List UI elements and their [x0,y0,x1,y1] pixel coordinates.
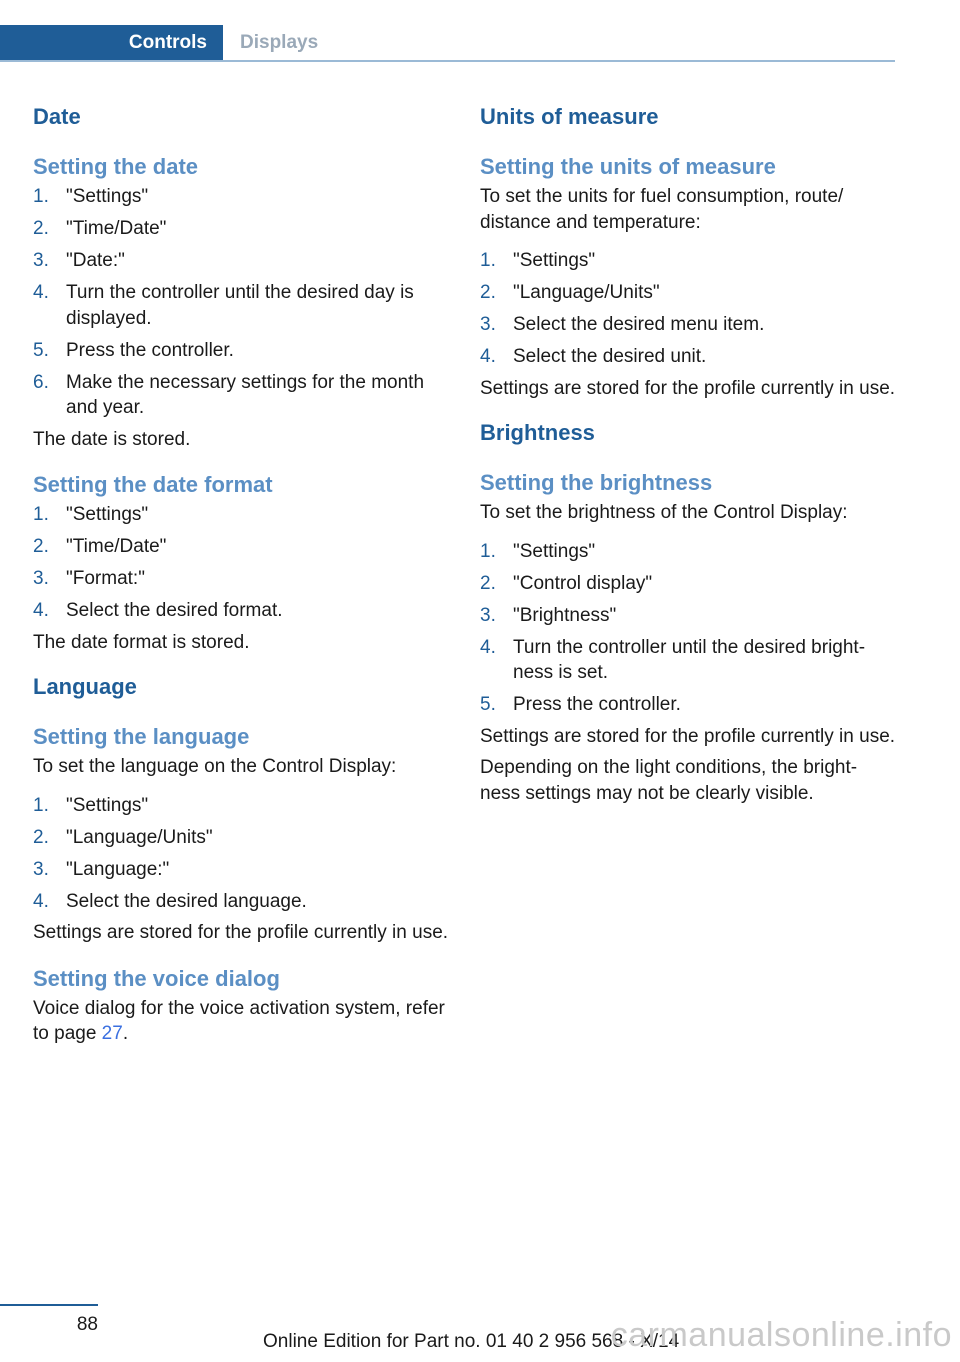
section-heading-brightness: Brightness [480,420,595,445]
page-reference-link[interactable]: 27 [101,1023,123,1044]
language-stored-text: Settings are stored for the profile currently in use. [33,922,449,943]
brightness-intro-text: To set the brightness of the Control Display: [480,502,848,523]
list-item: 2. "Time/Date" [33,536,167,557]
list-item: 3. "Brightness" [480,604,617,626]
steps-brightness [480,539,898,718]
list-item: 4. Select the desired language. [33,890,307,912]
list-item: 3. "Language:" [33,858,170,880]
list-item: 3. Select the desired menu item. [480,314,765,335]
subheading-date-format: Setting the date format [33,472,273,497]
brightness-stored-text: Settings are stored for the profile currently in use. [480,725,896,747]
list-item: 2. "Time/Date" [33,218,167,239]
list-item: 4. Select the desired unit. [480,346,707,367]
language-intro-text: To set the language on the Control Display: [33,756,397,777]
steps-language [33,793,451,915]
date-stored-text: The date is stored. [33,428,191,450]
list-item: 5. Press the controller. [480,694,681,715]
steps-units [480,248,898,370]
section-heading-language: Language [33,674,137,699]
subheading-voice-dialog: Setting the voice dialog [33,965,280,991]
list-item: 2. "Language/Units" [33,826,213,848]
list-item: 3. "Format:" [33,568,145,589]
units-stored-text: Settings are stored for the profile currently in use. [480,377,896,399]
list-item: 1. "Settings" [33,504,149,525]
list-item: 1. "Settings" [480,250,596,271]
watermark: carmanualsonline.info [610,1316,952,1354]
steps-setting-date [33,184,451,421]
list-item: 2. "Language/Units" [480,282,660,303]
steps-date-format [33,502,451,624]
list-item: 4. Turn the controller until the desired day is displayed. [33,282,414,329]
units-intro-text: To set the units for fuel consumption, route/ distance and temperature: [480,186,844,233]
subheading-setting-language: Setting the language [33,724,250,749]
right-column [480,100,898,806]
section-heading-date: Date [33,104,81,129]
list-item: 2. "Control display" [480,572,653,594]
header-divider [0,60,895,62]
tab-controls[interactable]: Controls [0,25,223,60]
subheading-setting-units: Setting the units of measure [480,154,776,179]
brightness-note-text: Depending on the light conditions, the bright‐ ness settings may not be clearly visible. [480,757,858,804]
page-number: 88 [76,1314,98,1335]
section-heading-units: Units of measure [480,104,659,129]
footer-divider [0,1304,98,1306]
left-column [33,100,451,1047]
list-item: 1. "Settings" [33,186,149,207]
list-item: 4. Select the desired format. [33,600,283,621]
list-item: 1. "Settings" [480,540,596,562]
subheading-setting-brightness: Setting the brightness [480,470,713,495]
chapter-tab-bar [0,25,895,62]
date-format-stored-text: The date format is stored. [33,631,250,653]
subheading-setting-date: Setting the date [33,154,199,179]
list-item: 6. Make the necessary settings for the month and year. [33,371,425,418]
list-item: 4. Turn the controller until the desired bright‐ ness is set. [480,636,866,683]
list-item: 3. "Date:" [33,250,125,271]
list-item: 1. "Settings" [33,794,149,816]
voice-dialog-text: Voice dialog for the voice activation system, refer to page 27. [33,997,445,1044]
list-item: 5. Press the controller. [33,339,234,361]
tab-displays[interactable]: Displays [240,31,319,53]
edition-text: Online Edition for Part no. 01 40 2 956 568 - X/14 [263,1331,680,1352]
